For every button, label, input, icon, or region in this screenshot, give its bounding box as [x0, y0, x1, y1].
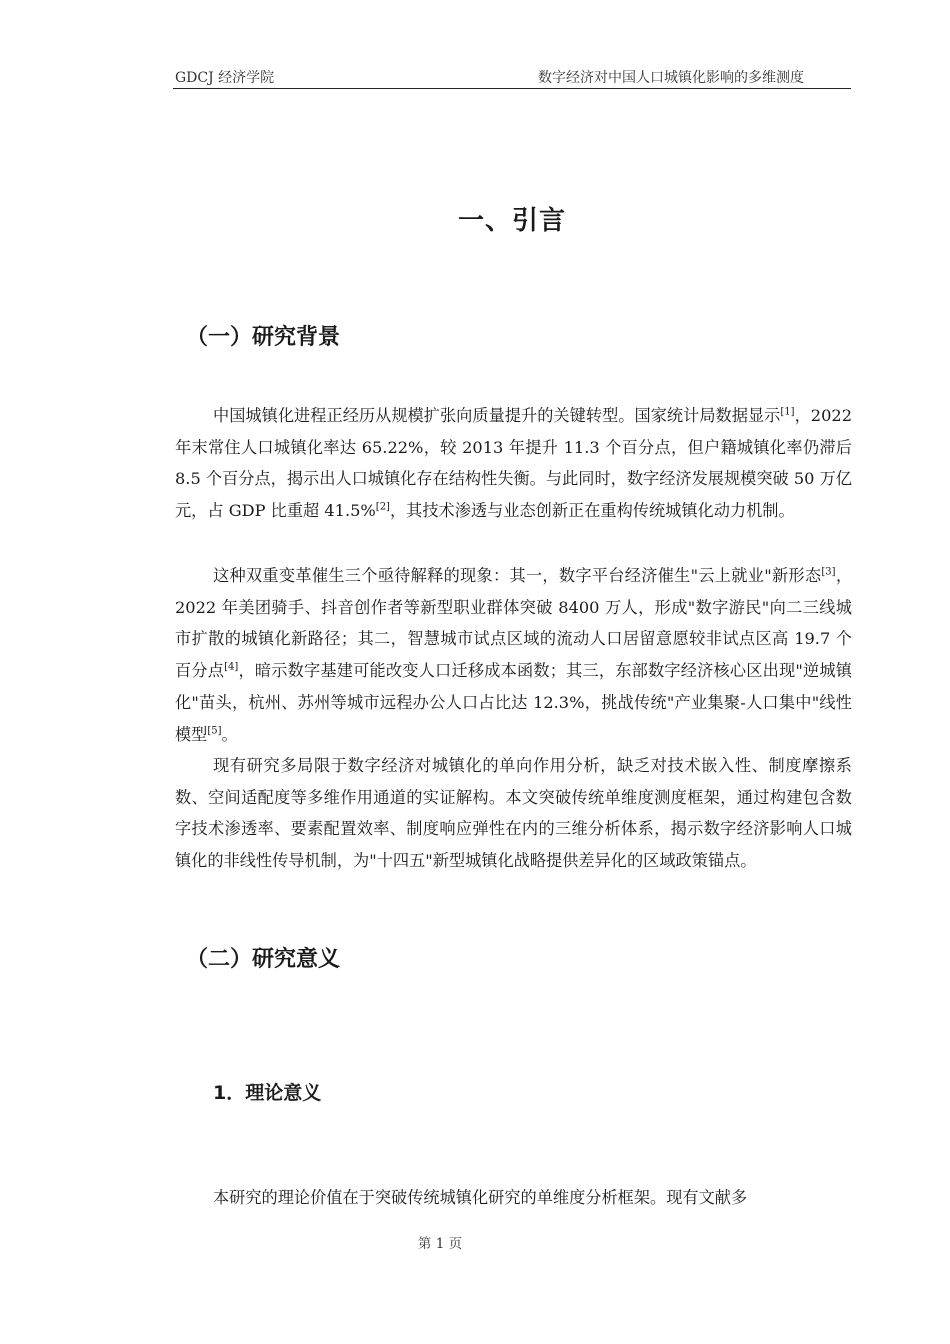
page-number: 第 1 页 [417, 1236, 463, 1252]
text: 这种双重变革催生三个亟待解释的现象：其一，数字平台经济催生"云上就业"新形态 [213, 566, 822, 585]
section-title-background: （一）研究背景 [186, 325, 341, 350]
text: ，2022 年美团骑手、抖音创作者等新型职业群体突破 8400 万人，形成"数字游民"向二三线城市扩散的城镇化新路径；其二，智慧城市试点区域的流动人口居留意愿较非试点区高 19.7 个百分点 [175, 566, 853, 681]
header-divider [173, 88, 851, 89]
subsection-title-theory: 1．理论意义 [213, 1082, 322, 1104]
citation-ref: [4] [224, 661, 239, 673]
paragraph-background-1 [175, 400, 852, 527]
text: ，其技术渗透与业态创新正在重构传统城镇化动力机制。 [389, 501, 795, 521]
paragraph-theory-1: 本研究的理论价值在于突破传统城镇化研究的单维度分析框架。现有文献多 [213, 1188, 748, 1207]
section-title-significance: （二）研究意义 [186, 947, 341, 972]
text: 。 [221, 724, 238, 744]
text: ，暗示数字基建可能改变人口迁移成本函数；其三，东部数字经济核心区出现"逆城镇化"苗头，杭州、苏州等城市远程办公人口占比达 12.3%，挑战传统"产业集聚-人口集中"线性模型 [175, 661, 852, 744]
citation-ref: [1] [780, 406, 795, 418]
text: 中国城镇化进程正经历从规模扩张向质量提升的关键转型。国家统计局数据显示 [213, 406, 781, 425]
header-right: 数字经济对中国人口城镇化影响的多维测度 [538, 70, 804, 86]
citation-ref: [3] [821, 566, 836, 578]
citation-ref: [2] [375, 501, 390, 513]
text: ，2022 年末常住人口城镇化率达 65.22%，较 2013 年提升 11.3 个百分点，但户籍城镇化率仍滞后 8.5 个百分点，揭示出人口城镇化存在结构性失衡。与此同时，数字经济发展规模突破 50 万亿元，占 GDP 比重超 41.5% [175, 406, 852, 521]
citation-ref: [5] [207, 725, 222, 737]
paragraph-background-3: 现有研究多局限于数字经济对城镇化的单向作用分析，缺乏对技术嵌入性、制度摩擦系数、空间适配度等多维作用通道的实证解构。本文突破传统单维度测度框架，通过构建包含数字技术渗透率、要素配置效率、制度响应弹性在内的三维分析体系，揭示数字经济影响人口城镇化的非线性传导机制，为"十四五"新型城镇化战略提供差异化的区域政策锚点。 [175, 756, 852, 871]
header-left: GDCJ 经济学院 [175, 70, 275, 86]
paragraph-background-2 [175, 560, 852, 750]
chapter-title: 一、引言 [457, 206, 566, 236]
